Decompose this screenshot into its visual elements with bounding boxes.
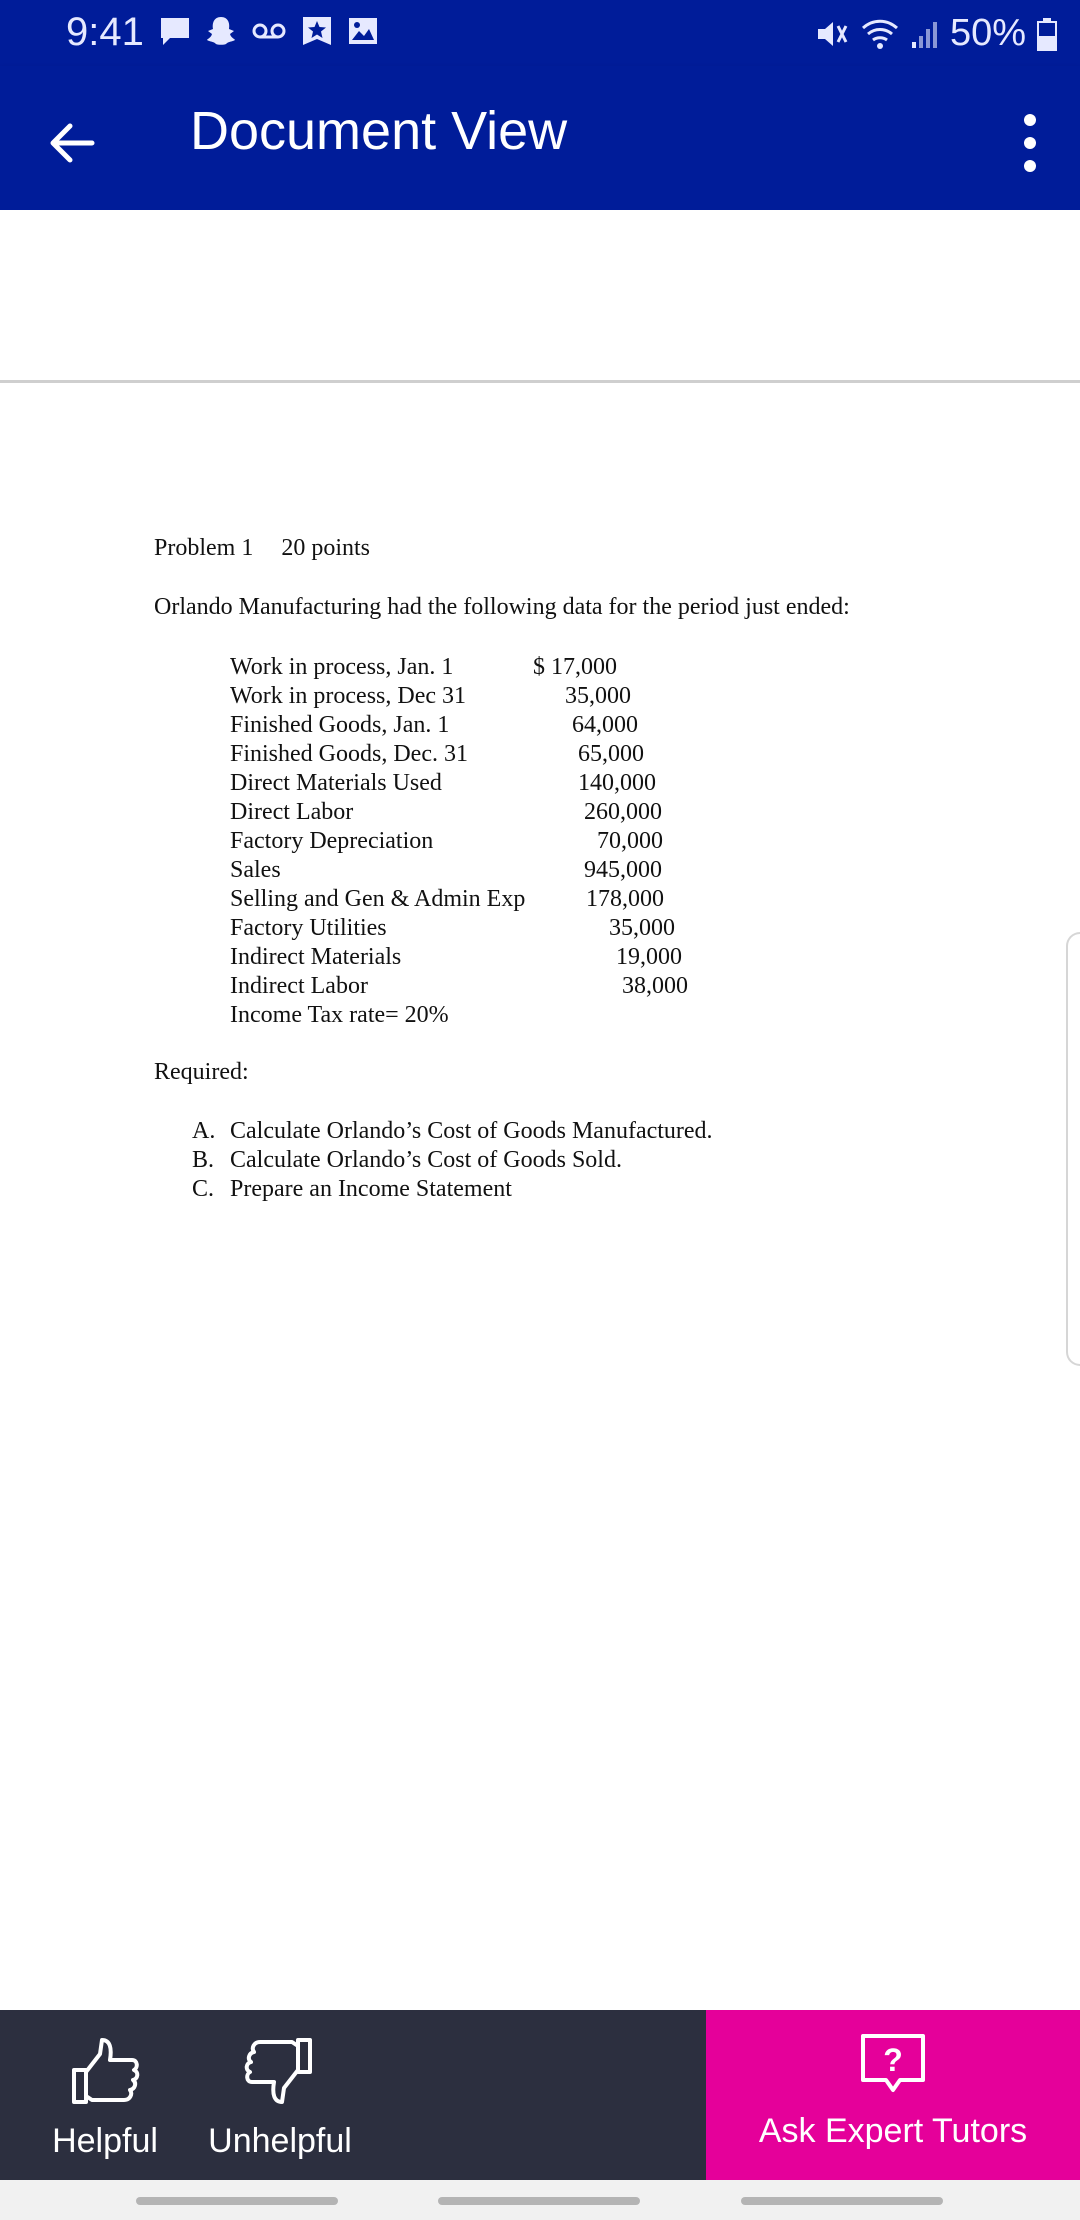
helpful-button[interactable] [40,2030,170,2170]
feedback-panel [0,2010,706,2180]
data-value: $ 17,000 [533,654,617,680]
data-label: Income Tax rate= 20% [230,1002,449,1028]
unhelpful-button[interactable] [200,2030,360,2170]
helpful-label: Helpful [52,2122,158,2160]
gallery-icon [346,14,380,48]
requirement-item [192,1146,622,1175]
mute-icon [814,16,850,52]
requirement-item [192,1175,512,1204]
data-label: Indirect Labor [230,973,368,999]
data-value: 64,000 [572,712,638,738]
ask-expert-label: Ask Expert Tutors [758,2112,1028,2150]
problem-points: 20 points [281,535,371,561]
previous-page [0,210,1080,383]
status-bar [0,0,1080,66]
app-bar [0,66,1080,210]
data-value: 140,000 [578,770,656,796]
data-label: Sales [230,857,281,883]
thumbs-down-icon [200,2030,360,2110]
requirement-item [192,1117,713,1146]
problem-heading [154,535,370,562]
bottom-action-bar [0,2010,1080,2180]
data-label: Selling and Gen & Admin Exp [230,886,526,912]
unhelpful-label: Unhelpful [208,2122,352,2160]
chat-icon [158,14,192,48]
data-label: Finished Goods, Jan. 1 [230,712,450,738]
data-value: 70,000 [597,828,663,854]
data-label: Factory Depreciation [230,828,434,854]
data-value: 38,000 [622,973,688,999]
system-icons [814,12,1058,55]
data-label: Direct Labor [230,799,354,825]
battery-icon [1036,16,1058,52]
data-value: 35,000 [609,915,675,941]
required-label: Required: [154,1059,249,1085]
overflow-menu-button[interactable] [1018,108,1042,178]
data-label: Work in process, Jan. 1 [230,654,454,680]
notification-icons [158,14,380,48]
requirement-letter: B. [192,1147,215,1173]
data-label: Finished Goods, Dec. 31 [230,741,468,767]
requirement-letter: C. [192,1176,215,1202]
data-value: 178,000 [586,886,664,912]
back-button[interactable] [40,110,106,176]
data-label: Direct Materials Used [230,770,442,796]
document-viewer[interactable] [0,210,1080,2010]
data-value: 65,000 [578,741,644,767]
data-value: 19,000 [616,944,682,970]
battery-percent: 50% [949,12,1026,54]
data-label: Work in process, Dec 31 [230,683,467,709]
voicemail-icon [250,14,288,48]
requirement-text: Calculate Orlando’s Cost of Goods Sold. [230,1147,622,1173]
signal-icon [910,16,940,52]
question-bubble-icon [858,2032,928,2098]
status-time: 9:41 [66,10,144,54]
document-page [0,383,1080,2010]
problem-intro: Orlando Manufacturing had the following data for the period just ended: [154,594,850,620]
nav-back-pill[interactable] [741,2197,943,2205]
svg-text:?: ? [883,2042,903,2078]
wifi-icon [860,16,900,52]
more-vertical-icon [1018,108,1042,178]
requirement-text: Prepare an Income Statement [230,1176,512,1202]
requirement-letter: A. [192,1118,216,1144]
side-panel-handle[interactable] [1066,932,1080,1366]
star-app-icon [300,14,334,48]
system-nav-bar [0,2180,1080,2220]
nav-recents-pill[interactable] [136,2197,338,2205]
data-label: Indirect Materials [230,944,402,970]
ask-expert-tutors-button[interactable] [706,2010,1080,2180]
nav-home-pill[interactable] [438,2197,640,2205]
page-title: Document View [190,101,568,161]
snapchat-icon [204,14,238,48]
thumbs-up-icon [40,2030,170,2110]
requirement-text: Calculate Orlando’s Cost of Goods Manufactured. [230,1118,713,1144]
data-value: 945,000 [584,857,662,883]
data-label: Factory Utilities [230,915,387,941]
problem-number: Problem 1 [154,535,254,561]
arrow-left-icon [40,110,106,176]
data-value: 260,000 [584,799,662,825]
data-value: 35,000 [565,683,631,709]
